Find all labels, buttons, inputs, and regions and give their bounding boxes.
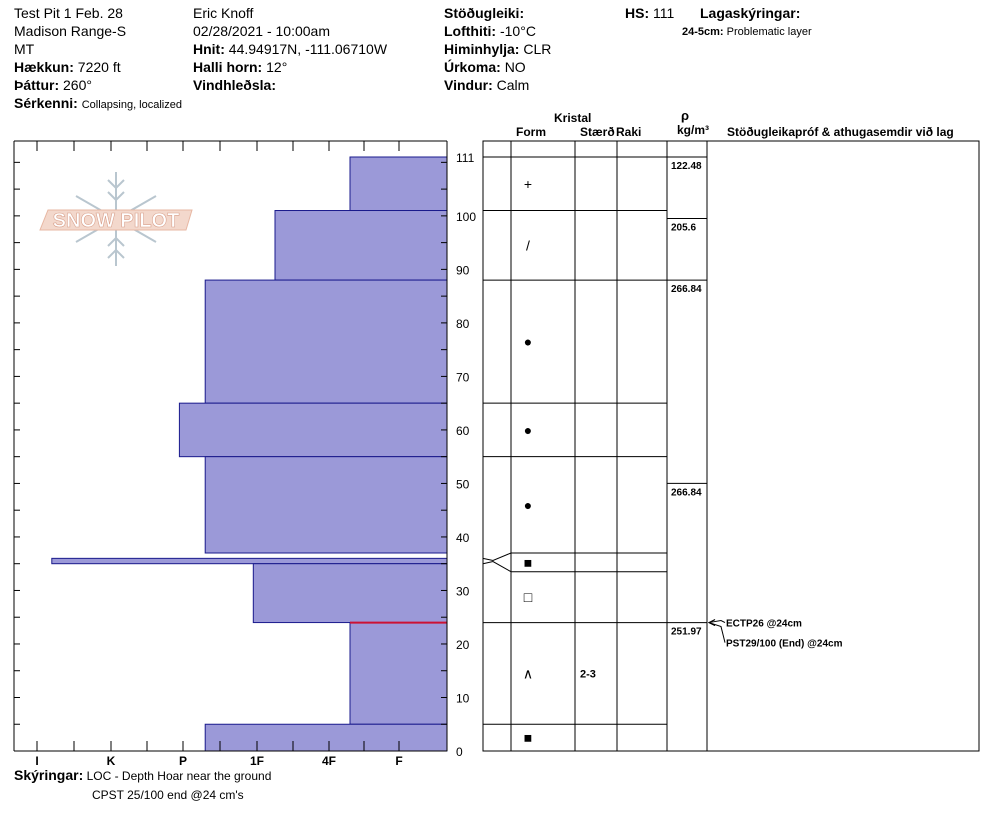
location-state: MT	[14, 41, 35, 57]
column-size-header: Stærð	[580, 125, 615, 139]
column-tests-header: Stöðugleikapróf & athugasemdir við lag	[727, 125, 954, 139]
depth-tick-label: 60	[456, 423, 470, 438]
air-temp-label: Lofthiti:	[444, 23, 497, 39]
layer-legend-desc: Problematic layer	[726, 26, 812, 38]
coords-value: 44.94917N, -111.06710W	[228, 41, 388, 57]
hs-label: HS:	[625, 5, 650, 21]
pit-name: Test Pit 1 Feb. 28	[14, 5, 123, 21]
features-label: Sérkenni:	[14, 95, 78, 111]
layer-legend-depth: 24-5cm:	[682, 26, 724, 38]
test-pointer-arrow	[709, 623, 725, 643]
hardness-bar	[205, 280, 447, 403]
hardness-bar	[205, 457, 447, 553]
sky-label: Himinhylja:	[444, 41, 520, 57]
wind-label: Vindur:	[444, 77, 493, 93]
column-crystal-header: Kristal	[554, 111, 592, 125]
sky-value: CLR	[523, 41, 552, 57]
slope-value: 12°	[266, 59, 288, 75]
hardness-label: P	[178, 754, 188, 768]
density-value: 266.84	[671, 284, 702, 296]
stability-test-label: PST29/100 (End) @24cm	[726, 638, 843, 650]
wind-value: Calm	[496, 77, 530, 93]
density-value: 251.97	[671, 626, 702, 638]
crystal-form-symbol: □	[523, 589, 533, 606]
depth-tick-label: 40	[456, 530, 470, 545]
datetime: 02/28/2021 - 10:00am	[193, 23, 330, 39]
depth-tick-label: 0	[456, 745, 463, 759]
elevation-label: Hækkun:	[14, 59, 74, 75]
column-form-header: Form	[516, 125, 546, 139]
depth-tick-label: 50	[456, 477, 470, 492]
density-value: 122.48	[671, 161, 702, 172]
crystal-form-symbol: ●	[523, 421, 533, 438]
stability-test-label: ECTP26 @24cm	[726, 618, 802, 630]
crystal-form-symbol: ∧	[522, 665, 534, 682]
depth-tick-label: 70	[456, 370, 470, 385]
hs-value: 111	[653, 5, 675, 21]
crystal-form-symbol: +	[523, 175, 533, 192]
hardness-bar	[179, 403, 447, 457]
precip-label: Úrkoma:	[444, 59, 501, 75]
depth-tick-label: 80	[456, 316, 470, 331]
hardness-label: I	[35, 754, 39, 768]
density-value: 205.6	[671, 222, 697, 234]
hardness-bar	[350, 157, 447, 211]
depth-tick-label: 100	[456, 209, 477, 224]
depth-tick-label: 111	[456, 151, 475, 165]
precip-value: NO	[504, 59, 526, 75]
crystal-form-symbol: /	[526, 237, 530, 254]
observer: Eric Knoff	[193, 5, 254, 21]
hardness-label: K	[106, 754, 116, 768]
hardness-bar	[52, 558, 447, 563]
hardness-label: F	[395, 754, 403, 768]
wind-loading-label: Vindhleðsla:	[193, 77, 276, 93]
coords-label: Hnit:	[193, 41, 225, 57]
depth-tick-label: 90	[456, 263, 470, 278]
column-density-unit-header: kg/m³	[676, 123, 710, 137]
stability-label: Stöðugleiki:	[444, 5, 525, 21]
hardness-bar	[253, 564, 447, 623]
depth-connector	[483, 553, 511, 560]
elevation-value: 7220 ft	[77, 59, 121, 75]
aspect-value: 260°	[63, 77, 92, 93]
location-range: Madison Range-S	[14, 23, 127, 39]
logo-text: SNOW PILOT	[52, 210, 180, 232]
hardness-bar	[275, 211, 447, 281]
crystal-size: 2-3	[580, 668, 596, 681]
hardness-bar	[350, 623, 447, 725]
notes-label: Skýringar:	[14, 767, 84, 783]
depth-tick-label: 30	[456, 584, 470, 599]
column-rho-header: ρ	[680, 108, 690, 123]
density-value: 266.84	[671, 487, 702, 499]
features-value: Collapsing, localized	[81, 99, 182, 111]
depth-tick-label: 20	[456, 637, 470, 652]
notes-line-1: LOC - Depth Hoar near the ground	[86, 769, 272, 783]
legend-label: Lagaskýringar:	[700, 5, 801, 21]
hardness-bar	[205, 724, 447, 751]
hardness-label: 4F	[321, 754, 337, 768]
notes-row	[14, 767, 271, 784]
column-moisture-header: Raki	[616, 125, 642, 139]
slope-label: Halli horn:	[193, 59, 263, 75]
air-temp-value: -10°C	[499, 23, 536, 39]
depth-tick-label: 10	[456, 691, 470, 706]
layer-table-frame	[483, 141, 979, 751]
crystal-form-symbol: ●	[523, 333, 533, 350]
crystal-form-symbol: ■	[523, 554, 533, 571]
crystal-form-symbol: ●	[523, 496, 533, 513]
hardness-label: 1F	[249, 754, 265, 768]
notes-line-2: CPST 25/100 end @24 cm's	[92, 788, 244, 802]
depth-connector	[483, 562, 511, 572]
crystal-form-symbol: ■	[523, 729, 533, 746]
aspect-label: Þáttur:	[14, 77, 60, 93]
